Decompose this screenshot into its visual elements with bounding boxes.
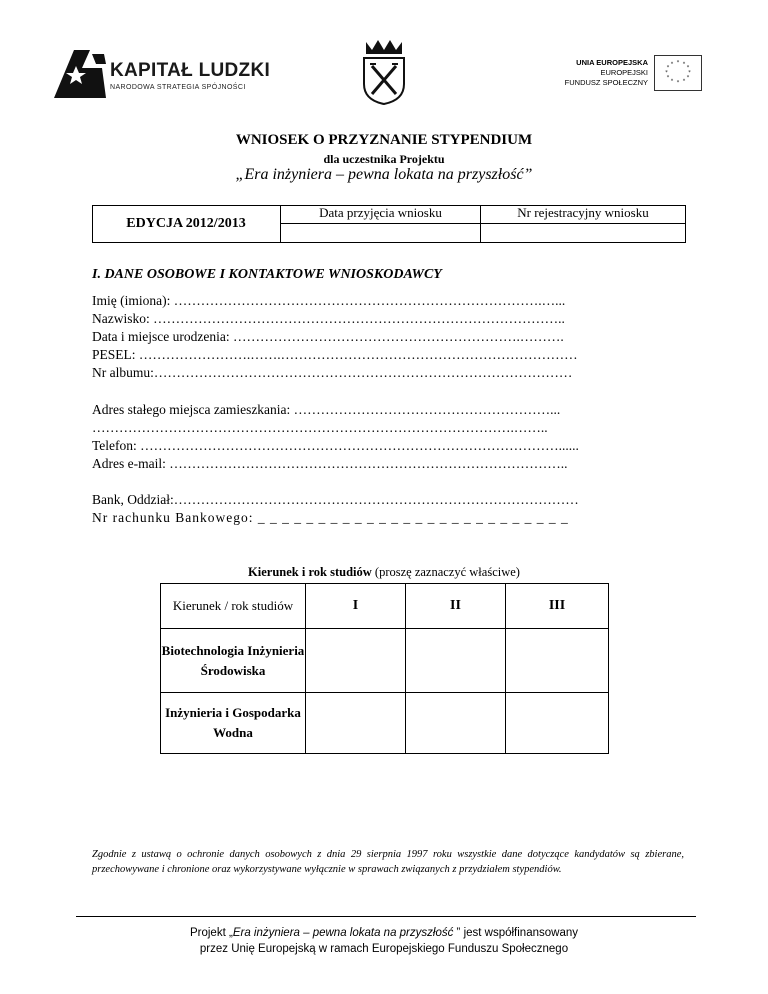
svg-text:*: *	[670, 78, 674, 85]
study-row-1-label: Biotechnologia Inżynieria Środowiska	[161, 629, 306, 693]
study-col-label: Kierunek / rok studiów	[161, 584, 306, 629]
edition-label: EDYCJA 2012/2013	[92, 205, 281, 242]
footer-line-2: przez Unię Europejską w ramach Europejskiego Funduszu Społecznego	[199, 943, 569, 955]
edition-cell-divider	[480, 224, 481, 242]
eu-flag-icon	[654, 55, 702, 91]
year-col-1: I	[306, 584, 406, 629]
form-subtitle: dla uczestnika Projektu	[323, 152, 445, 166]
svg-text:*: *	[686, 65, 690, 71]
study-row-2-year-3[interactable]	[506, 693, 609, 754]
eu-line3: FUNDUSZ SPOŁECZNY	[564, 78, 648, 87]
footer-l1c: ” jest współfinansowany	[453, 927, 578, 939]
kl-title: KAPITAŁ LUDZKI	[110, 60, 271, 81]
footer	[0, 925, 768, 957]
study-row-2-year-1[interactable]	[306, 693, 406, 754]
study-row-2-label: Inżynieria i Gospodarka Wodna	[161, 693, 306, 754]
kl-subtitle: NARODOWA STRATEGIA SPÓJNOŚCI	[110, 84, 246, 91]
field-birth[interactable]: Data i miejsce urodzenia: ……………………………………………………….……….	[92, 329, 564, 344]
study-row-2-year-2[interactable]	[406, 693, 506, 754]
study-row-1-year-1[interactable]	[306, 629, 406, 693]
study-header-row	[161, 584, 609, 629]
study-row-1-year-2[interactable]	[406, 629, 506, 693]
footer-l1b: Era inżyniera – pewna lokata na przyszłość	[232, 927, 454, 939]
study-table	[160, 583, 609, 754]
study-row-1	[161, 629, 609, 693]
project-name: „Era inżyniera – pewna lokata na przyszłość”	[235, 166, 533, 183]
field-address-cont[interactable]: ………………………………………………………………………………….……..	[92, 420, 548, 435]
study-caption-rest: (proszę zaznaczyć właściwe)	[371, 565, 520, 579]
footer-line-1	[0, 925, 768, 941]
field-address[interactable]: Adres stałego miejsca zamieszkania: …………………………………………………...	[92, 402, 561, 417]
field-surname[interactable]: Nazwisko: ………………………………………………………………………………..	[92, 311, 565, 326]
svg-text:*: *	[688, 70, 691, 76]
year-col-2: II	[406, 584, 506, 629]
eu-line1: UNIA EUROPEJSKA	[576, 58, 648, 67]
svg-text:*: *	[670, 61, 674, 68]
svg-text:*: *	[682, 61, 686, 68]
field-first-name[interactable]: Imię (imiona): ……………………………………………………………………….…...	[92, 293, 566, 308]
svg-text:*: *	[676, 60, 680, 66]
registration-number-header: Nr rejestracyjny wniosku	[481, 205, 685, 224]
study-caption-bold: Kierunek i rok studiów	[248, 565, 372, 579]
form-title: WNIOSEK O PRZYZNANIE STYPENDIUM	[235, 132, 533, 148]
footer-rule	[76, 916, 696, 917]
svg-text:*: *	[682, 78, 686, 85]
university-crest-icon	[358, 38, 410, 106]
privacy-note: Zgodnie z ustawą o ochronie danych osobowych z dnia 29 sierpnia 1997 roku wszystkie dane dotyczące kandydatów są zbierane, przechowywane i chronione oraz wykorzystywane wyłącznie w sprawach związanych z przydziałem stypendiów.	[92, 849, 684, 875]
field-bank[interactable]: Bank, Oddział:………………………………………………………………………………	[92, 492, 579, 507]
study-row-2	[161, 693, 609, 754]
field-account-number[interactable]: Nr rachunku Bankowego: _ _ _ _ _ _ _ _ _ _ _ _ _ _ _ _ _ _ _ _ _ _ _ _ _ _	[92, 510, 569, 525]
study-row-1-year-3[interactable]	[506, 629, 609, 693]
field-pesel[interactable]: PESEL: …………………….…….…………………………………………………………	[92, 347, 578, 362]
svg-text:*: *	[665, 70, 668, 76]
eu-line2: EUROPEJSKI	[600, 68, 648, 77]
field-phone[interactable]: Telefon: …………………………………………………………………………………......	[92, 438, 579, 453]
field-email[interactable]: Adres e-mail: ……………………………………………………………………………..	[92, 456, 568, 471]
eu-text	[540, 58, 648, 88]
svg-text:*: *	[686, 75, 690, 81]
section-title: I. DANE OSOBOWE I KONTAKTOWE WNIOSKODAWCY	[92, 267, 442, 282]
received-date-header: Data przyjęcia wniosku	[281, 205, 481, 224]
year-col-3: III	[506, 584, 609, 629]
study-caption	[0, 565, 768, 580]
field-album[interactable]: Nr albumu:…………………………………………………………………………………	[92, 365, 573, 380]
footer-l1a: Projekt „	[189, 927, 233, 939]
svg-text:*: *	[666, 75, 670, 81]
svg-text:*: *	[676, 80, 680, 86]
svg-text:*: *	[666, 65, 670, 71]
